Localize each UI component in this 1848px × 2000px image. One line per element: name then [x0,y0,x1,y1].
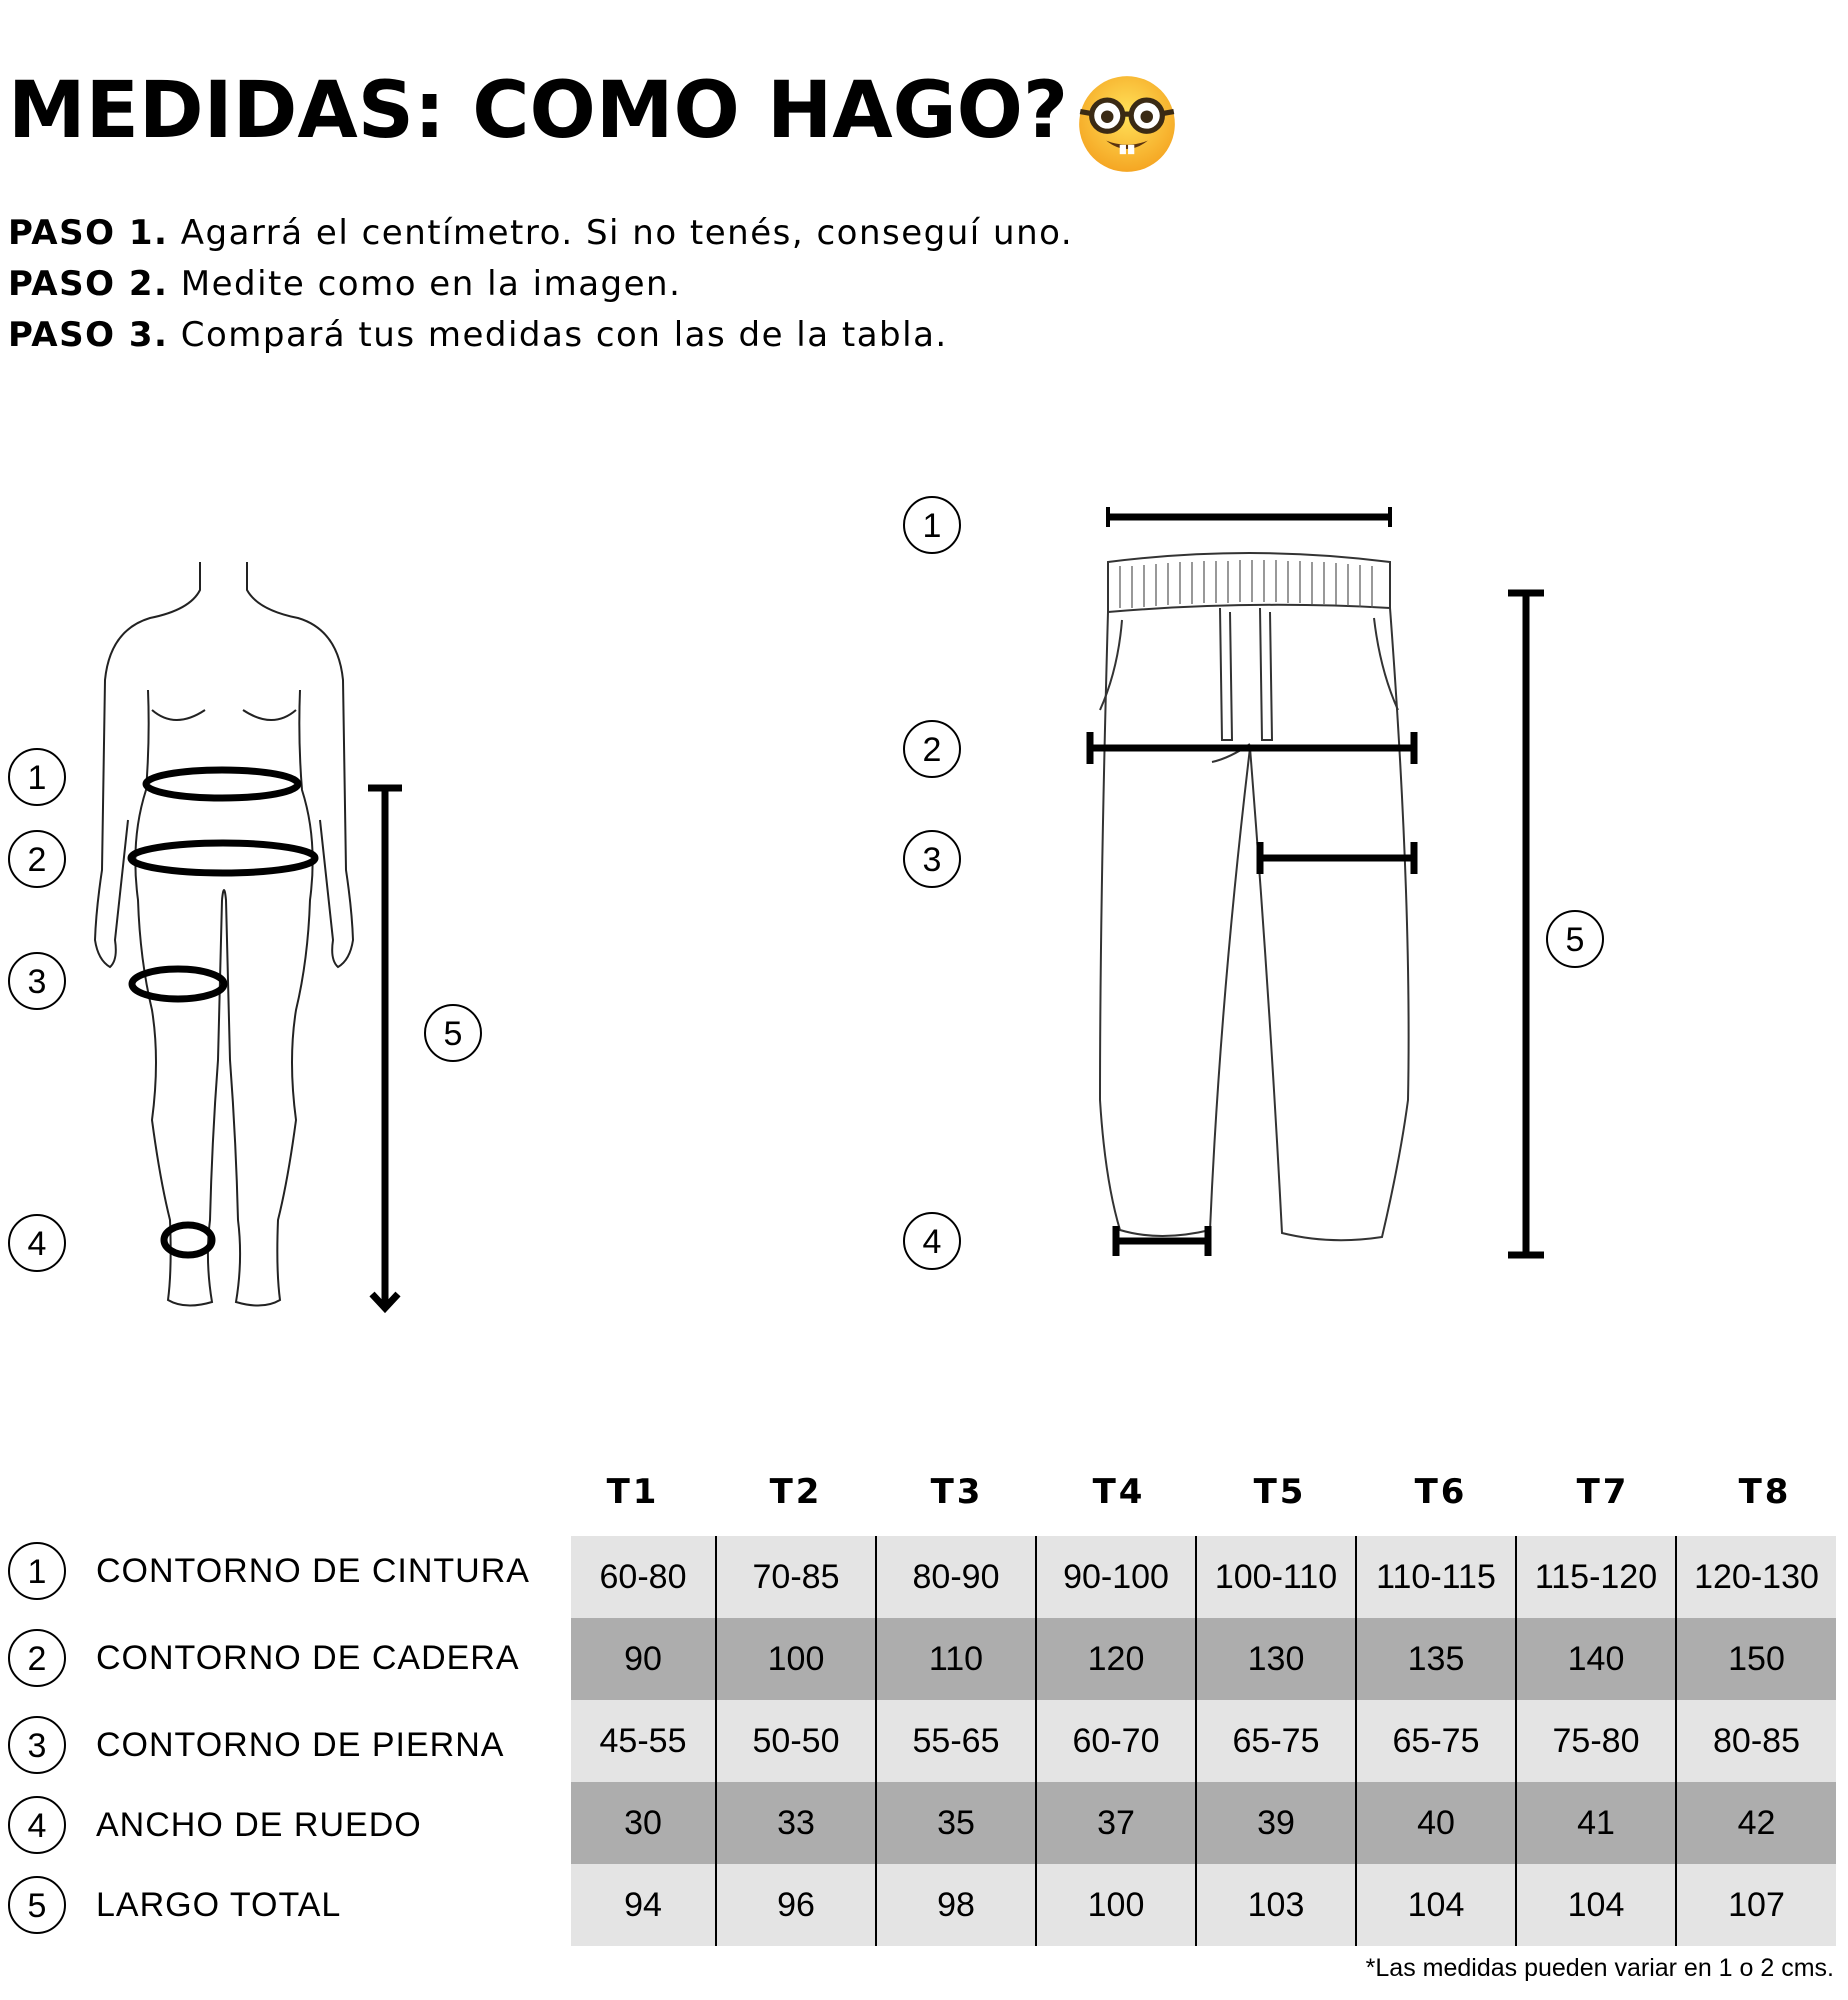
row-number-4: 4 [8,1796,66,1854]
table-cell: 39 [1196,1782,1356,1864]
table-cell: 30 [571,1782,716,1864]
table-cell: 55-65 [876,1700,1036,1782]
table-cell: 70-85 [716,1536,876,1618]
size-chart-table [571,1536,1836,1946]
steps-list [8,208,1073,361]
table-cell: 42 [1676,1782,1836,1864]
table-cell: 75-80 [1516,1700,1676,1782]
table-cell: 80-90 [876,1536,1036,1618]
row-label-waist [0,1530,530,1612]
size-header-t6: T6 [1414,1472,1468,1512]
row-label-text: CONTORNO DE CADERA [96,1638,520,1677]
table-cell: 107 [1676,1864,1836,1946]
table-row [571,1782,1836,1864]
size-header-t2: T2 [769,1472,823,1512]
size-header-t7: T7 [1576,1472,1630,1512]
table-cell: 120-130 [1676,1536,1836,1618]
table-cell: 60-70 [1036,1700,1196,1782]
table-cell: 110-115 [1356,1536,1516,1618]
row-number-5: 5 [8,1876,66,1934]
table-cell: 41 [1516,1782,1676,1864]
table-cell: 50-50 [716,1700,876,1782]
table-row [571,1618,1836,1700]
table-cell: 120 [1036,1618,1196,1700]
body-marker-2: 2 [8,830,66,888]
table-cell: 150 [1676,1618,1836,1700]
table-cell: 65-75 [1356,1700,1516,1782]
table-cell: 60-80 [571,1536,716,1618]
table-cell: 80-85 [1676,1700,1836,1782]
step-1: PASO 1. Agarrá el centímetro. Si no tenés, conseguí uno. [8,213,1074,253]
table-cell: 35 [876,1782,1036,1864]
row-label-length [0,1864,341,1946]
step-2: PASO 2. Medite como en la imagen. [8,264,682,304]
size-header-t1: T1 [606,1472,660,1512]
table-cell: 65-75 [1196,1700,1356,1782]
pants-marker-4: 4 [903,1212,961,1270]
footnote: *Las medidas pueden variar en 1 o 2 cms. [1365,1954,1834,1982]
pants-marker-1: 1 [903,496,961,554]
body-figure-illustration [0,540,500,1320]
row-number-3: 3 [8,1716,66,1774]
row-number-2: 2 [8,1629,66,1687]
table-cell: 110 [876,1618,1036,1700]
row-label-hip [0,1617,520,1699]
row-label-text: ANCHO DE RUEDO [96,1805,422,1844]
row-label-text: CONTORNO DE PIERNA [96,1725,505,1764]
pants-marker-2: 2 [903,720,961,778]
table-cell: 104 [1356,1864,1516,1946]
table-cell: 45-55 [571,1700,716,1782]
step-3: PASO 3. Compará tus medidas con las de la tabla. [8,315,948,355]
table-cell: 37 [1036,1782,1196,1864]
pants-illustration [1060,500,1580,1280]
size-header-t8: T8 [1738,1472,1792,1512]
table-cell: 96 [716,1864,876,1946]
pants-marker-3: 3 [903,830,961,888]
table-cell: 135 [1356,1618,1516,1700]
row-label-text: CONTORNO DE CINTURA [96,1551,530,1590]
row-label-hem [0,1784,422,1866]
table-row [571,1700,1836,1782]
table-cell: 40 [1356,1782,1516,1864]
table-cell: 94 [571,1864,716,1946]
body-marker-4: 4 [8,1214,66,1272]
size-header-t5: T5 [1253,1472,1307,1512]
table-cell: 100-110 [1196,1536,1356,1618]
row-label-leg [0,1704,504,1786]
table-cell: 100 [716,1618,876,1700]
row-number-1: 1 [8,1542,66,1600]
table-cell: 33 [716,1782,876,1864]
pants-marker-5: 5 [1546,910,1604,968]
table-cell: 90 [571,1618,716,1700]
page-title: MEDIDAS: COMO HAGO? [8,66,1069,156]
nerd-face-icon [1075,72,1179,176]
table-cell: 98 [876,1864,1036,1946]
table-cell: 104 [1516,1864,1676,1946]
body-marker-3: 3 [8,952,66,1010]
size-header-t4: T4 [1092,1472,1146,1512]
row-label-text: LARGO TOTAL [96,1885,342,1924]
size-header-t3: T3 [930,1472,984,1512]
table-cell: 130 [1196,1618,1356,1700]
table-row [571,1536,1836,1618]
table-cell: 100 [1036,1864,1196,1946]
table-row [571,1864,1836,1946]
body-marker-1: 1 [8,748,66,806]
table-cell: 103 [1196,1864,1356,1946]
table-cell: 140 [1516,1618,1676,1700]
body-marker-5: 5 [424,1004,482,1062]
table-cell: 90-100 [1036,1536,1196,1618]
table-cell: 115-120 [1516,1536,1676,1618]
